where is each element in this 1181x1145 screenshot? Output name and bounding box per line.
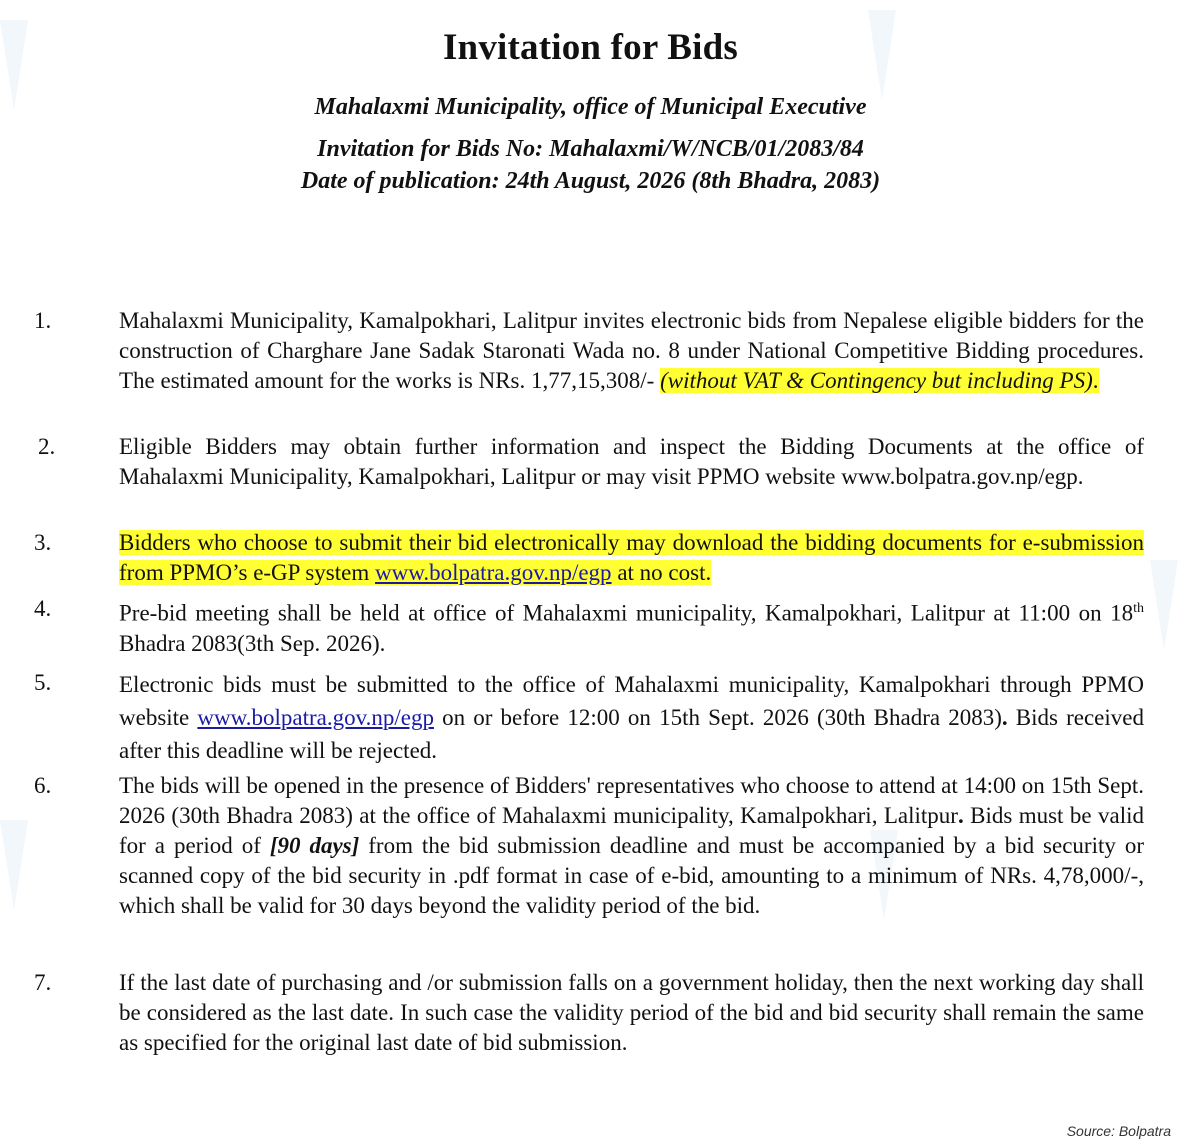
item-text: Eligible Bidders may obtain further information and inspect the Bidding Documents at the office of Mahalaxmi Municipality, Kamalpokhari, Lalitpur or may visit PPMO website www.bolpatra.gov.np/egp.: [119, 434, 1144, 489]
watermark-shape-icon: [1150, 560, 1178, 650]
item-text: Bidders who choose to submit their bid electronically may download the bidding documents for e-submission from PPMO’s e-GP system www.bolpatra.gov.np/egp at no cost.: [119, 530, 1144, 585]
bolpatra-link[interactable]: www.bolpatra.gov.np/egp: [197, 705, 434, 730]
office-name: Mahalaxmi Municipality, office of Municipal Executive: [314, 94, 867, 120]
item-body: Mahalaxmi Municipality, Kamalpokhari, Lalitpur invites electronic bids from Nepalese eligible bidders for the construction of Charghare Jane Sadak Staronati Wada no. 8 under National Competitive Bidding procedures. The estimated amount for the works is NRs. 1,77,15,308/-: [119, 308, 1144, 393]
item-text: The bids will be opened in the presence of Bidders' representatives who choose to attend at 14:00 on 15th Sept. 2026 (30th Bhadra 2083) at the office of Mahalaxmi municipality, Kamalpokhari, Lalitpur. Bids must be valid for a period of [90 days] from the bid submission deadline and must be accompanied by a bid security or scanned copy of the bid security in .pdf format in case of e-bid, amounting to a minimum of NRs. 4,78,000/-, which shall be valid for 30 days beyond the validity period of the bid.: [119, 773, 1144, 918]
item-text: [119, 306, 1144, 396]
item-text: Electronic bids must be submitted to the office of Mahalaxmi municipality, Kamalpokhari through PPMO website www.bolpatra.gov.np/egp on or before 12:00 on 15th Sept. 2026 (30th Bhadra 2083). Bids received after this deadline will be rejected.: [119, 672, 1144, 763]
item-number: 4.: [34, 596, 52, 621]
item-number: 2.: [38, 434, 56, 459]
page-title: Invitation for Bids: [442, 27, 739, 68]
item-number: 7.: [34, 970, 52, 995]
source-credit: Source: Bolpatra: [1066, 1123, 1171, 1139]
highlighted-note: (without VAT & Contingency but including PS).: [660, 368, 1099, 393]
publication-date: Date of publication: 24th August, 2026 (8th Bhadra, 2083): [300, 168, 881, 194]
item-number: 1.: [34, 308, 52, 333]
bolpatra-link[interactable]: www.bolpatra.gov.np/egp: [375, 560, 612, 585]
watermark-shape-icon: [0, 820, 28, 910]
item-number: 6.: [34, 773, 52, 798]
item-text: If the last date of purchasing and /or submission falls on a government holiday, then the next working day shall be considered as the last date. In such case the validity period of the bid and bid security shall remain the same as specified for the original last date of bid submission.: [119, 970, 1144, 1055]
item-number: 5.: [34, 670, 52, 695]
item-text: Pre-bid meeting shall be held at office of Mahalaxmi municipality, Kamalpokhari, Lalitpur at 11:00 on 18th Bhadra 2083(3th Sep. 2026).: [119, 600, 1144, 656]
item-number: 3.: [34, 530, 52, 555]
ifb-number: Invitation for Bids No: Mahalaxmi/W/NCB/01/2083/84: [317, 136, 864, 162]
